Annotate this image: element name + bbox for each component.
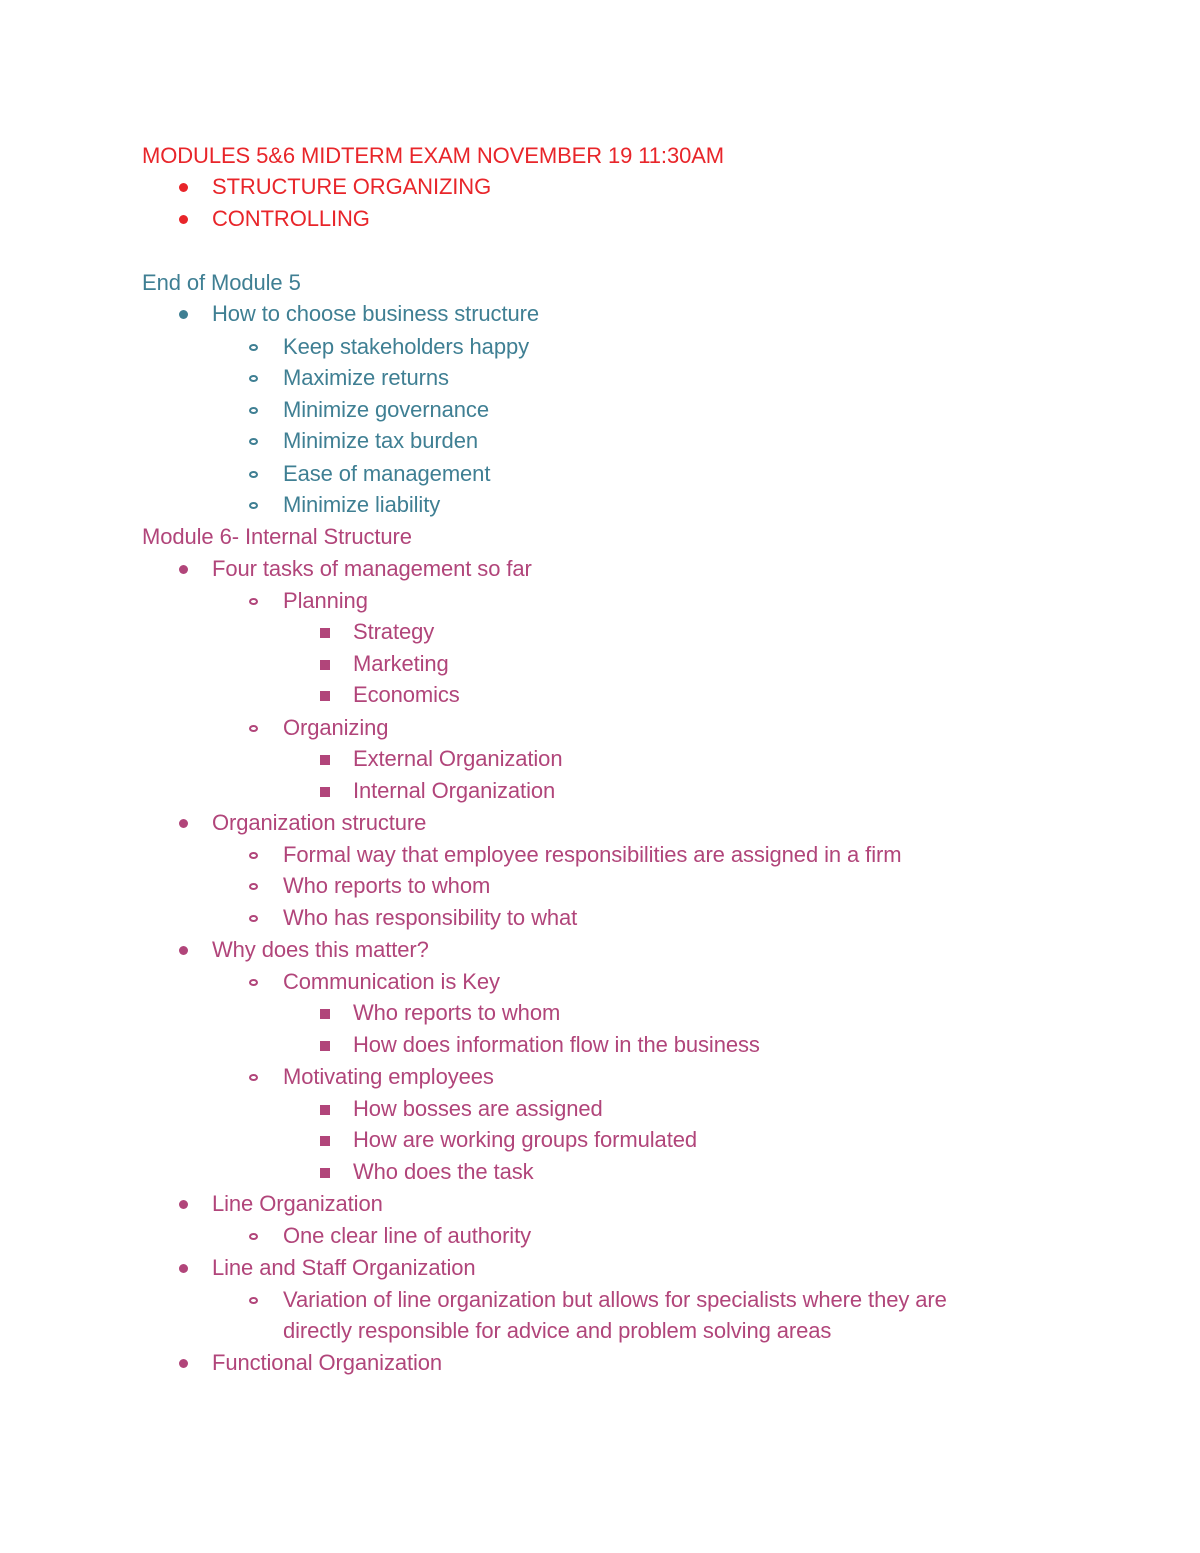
list-item: Marketing [353,651,449,676]
bullet-dot-icon [179,565,188,574]
list-item: How are working groups formulated [353,1127,697,1152]
bullet-square-icon [320,755,330,765]
list-item: Ease of management [283,461,491,486]
bullet-square-icon [320,787,330,797]
list-item: Line and Staff Organization [212,1255,476,1280]
list-item: Formal way that employee responsibilities are assigned in a firm [283,842,902,867]
bullet-square-icon [320,1136,330,1146]
list-item: Internal Organization [353,778,556,803]
bullet-circle-icon [249,725,258,732]
bullet-circle-icon [249,344,258,351]
bullet-dot-icon [179,310,188,319]
list-item: External Organization [353,746,563,771]
list-item: Minimize tax burden [283,428,478,453]
bullet-dot-icon [179,1359,188,1368]
list-item: Maximize returns [283,365,449,390]
list-item: Economics [353,682,460,707]
list-item: Who reports to whom [353,1000,561,1025]
bullet-square-icon [320,628,330,638]
list-item: How bosses are assigned [353,1096,603,1121]
bullet-square-icon [320,1105,330,1115]
bullet-circle-icon [249,852,258,859]
bullet-square-icon [320,1009,330,1019]
exam-topic: CONTROLLING [212,206,370,231]
bullet-dot-icon [179,1200,188,1209]
bullet-square-icon [320,1041,330,1051]
list-item: Four tasks of management so far [212,556,532,581]
list-item: Planning [283,588,368,613]
bullet-circle-icon [249,979,258,986]
list-item: Organizing [283,715,389,740]
bullet-circle-icon [249,598,258,605]
list-item: How does information flow in the business [353,1032,760,1057]
bullet-circle-icon [249,375,258,382]
bullet-square-icon [320,1168,330,1178]
exam-topic: STRUCTURE ORGANIZING [212,174,492,199]
bullet-dot-icon [179,215,188,224]
bullet-dot-icon [179,819,188,828]
bullet-circle-icon [249,1297,258,1304]
bullet-dot-icon [179,183,188,192]
bullet-circle-icon [249,1233,258,1240]
list-item: Keep stakeholders happy [283,334,529,359]
module5-heading: End of Module 5 [142,270,301,295]
list-item: Line Organization [212,1191,383,1216]
list-item: Functional Organization [212,1350,443,1375]
list-item: Communication is Key [283,969,500,994]
bullet-circle-icon [249,915,258,922]
list-item: Who has responsibility to what [283,905,578,930]
module6-heading: Module 6- Internal Structure [142,524,412,549]
bullet-circle-icon [249,502,258,509]
list-item: How to choose business structure [212,301,539,326]
bullet-circle-icon [249,438,258,445]
exam-title: MODULES 5&6 MIDTERM EXAM NOVEMBER 19 11:30AM [142,143,725,168]
bullet-dot-icon [179,1264,188,1273]
bullet-circle-icon [249,883,258,890]
list-item: Strategy [353,619,435,644]
bullet-circle-icon [249,471,258,478]
list-item: Organization structure [212,810,427,835]
bullet-square-icon [320,691,330,701]
list-item: Minimize liability [283,492,441,517]
bullet-circle-icon [249,1074,258,1081]
bullet-square-icon [320,660,330,670]
bullet-circle-icon [249,407,258,414]
list-item: Who does the task [353,1159,534,1184]
list-item-continuation: directly responsible for advice and problem solving areas [283,1318,832,1343]
bullet-dot-icon [179,946,188,955]
list-item: Motivating employees [283,1064,494,1089]
list-item: Who reports to whom [283,873,491,898]
list-item: Why does this matter? [212,937,429,962]
list-item: Variation of line organization but allows for specialists where they are [283,1287,947,1312]
list-item: One clear line of authority [283,1223,531,1248]
list-item: Minimize governance [283,397,489,422]
